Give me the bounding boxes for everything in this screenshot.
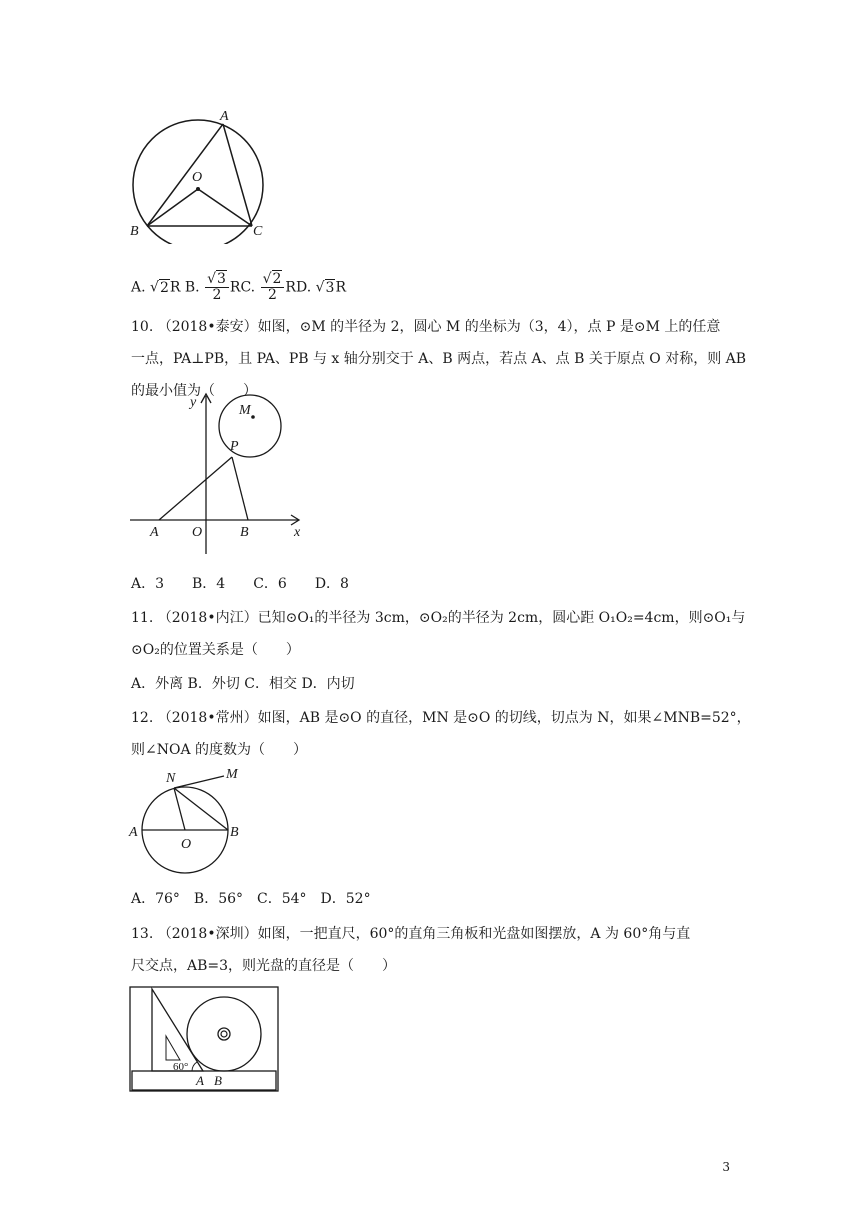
q13-stem-line-1: 13. （2018•深圳）如图，一把直尺，60°的直角三角板和光盘如图摆放，A 为 60°角与直 bbox=[131, 926, 691, 942]
q12-label-o: O bbox=[181, 837, 192, 852]
q9-option-a-label: A. bbox=[131, 279, 146, 296]
q13-figure bbox=[126, 984, 282, 1096]
q9-side-ab bbox=[147, 124, 223, 226]
q9-option-d-radicand: 3 bbox=[325, 279, 335, 296]
q13-label-angle: 60° bbox=[173, 1061, 189, 1073]
q10-label-o: O bbox=[192, 525, 203, 540]
q9-option-c-denominator: 2 bbox=[268, 287, 277, 303]
q9-radius-ob bbox=[147, 189, 198, 226]
q12-stem-line-2: 则∠NOA 的度数为（ ） bbox=[131, 742, 308, 758]
q9-option-c-fraction bbox=[261, 272, 285, 303]
q12-radius-on bbox=[174, 788, 185, 830]
q10-stem-line-1: 10. （2018•泰安）如图，⊙M 的半径为 2，圆心 M 的坐标为（3，4），点 P 是⊙M 上的任意 bbox=[131, 319, 721, 335]
q9-option-c-numerator: 2 bbox=[272, 271, 282, 287]
sqrt-icon: √ bbox=[315, 279, 325, 296]
q13-label-a: A bbox=[196, 1073, 204, 1088]
q9-radius-oc bbox=[198, 189, 252, 226]
q9-option-d-label: D. bbox=[295, 279, 312, 296]
q9-options bbox=[131, 272, 346, 303]
q12-label-a: A bbox=[129, 825, 138, 840]
q13-angle-arc bbox=[192, 1062, 197, 1071]
q9-option-d-unit: R bbox=[335, 279, 346, 296]
q10-label-a: A bbox=[150, 525, 159, 540]
q12-figure bbox=[126, 736, 256, 876]
sqrt-icon: √ bbox=[150, 279, 159, 296]
q13-label-b: B bbox=[214, 1073, 222, 1088]
q13-ruler bbox=[132, 1071, 276, 1090]
q9-option-b-unit: R bbox=[229, 279, 241, 296]
q12-label-n: N bbox=[166, 771, 176, 786]
q11-stem-line-2: ⊙O₂的位置关系是（ ） bbox=[131, 642, 300, 658]
q10-segment-pb bbox=[232, 457, 248, 520]
q10-label-p: P bbox=[230, 439, 239, 454]
q9-label-o: O bbox=[192, 170, 203, 185]
q9-center-dot bbox=[196, 187, 200, 191]
q9-option-b-label: B. bbox=[184, 279, 200, 296]
q9-option-b-numerator: 3 bbox=[216, 271, 226, 287]
q10-stem-line-3: 的最小值为（ ） bbox=[131, 383, 257, 399]
q9-option-a-unit: R bbox=[169, 279, 181, 296]
q12-stem-line-1: 12. （2018•常州）如图，AB 是⊙O 的直径，MN 是⊙O 的切线，切点为 N，如果∠MNB=52°， bbox=[131, 710, 751, 726]
q10-label-m: M bbox=[239, 403, 251, 418]
q10-center-dot bbox=[251, 415, 255, 419]
q10-stem-line-2: 一点，PA⊥PB，且 PA、PB 与 x 轴分别交于 A、B 两点，若点 A、点 B 关于原点 O 对称，则 AB bbox=[131, 351, 747, 367]
q10-label-x: x bbox=[294, 525, 301, 540]
q9-side-ac bbox=[223, 124, 252, 226]
q9-option-c-label: C. bbox=[240, 279, 256, 296]
q12-label-m: M bbox=[226, 767, 238, 782]
q13-disc bbox=[187, 997, 261, 1071]
q10-segment-pa bbox=[159, 457, 232, 520]
q9-label-c: C bbox=[253, 224, 263, 239]
q9-option-b-denominator: 2 bbox=[212, 287, 222, 303]
q12-chord-nb bbox=[174, 788, 228, 830]
q13-triangle bbox=[152, 989, 203, 1071]
q12-label-b: B bbox=[230, 825, 239, 840]
page-number: 3 bbox=[722, 1160, 730, 1174]
q9-option-b-fraction bbox=[205, 272, 229, 303]
q10-options: A．3 B．4 C．6 D．8 bbox=[131, 576, 349, 592]
q13-disc-hole-inner bbox=[221, 1031, 227, 1037]
q12-options: A．76° B．56° C．54° D．52° bbox=[131, 891, 371, 907]
sqrt-icon: √ bbox=[262, 271, 272, 287]
q12-tangent-mn bbox=[174, 776, 224, 788]
q9-option-a-radicand: 2 bbox=[159, 279, 169, 296]
q13-stem-line-2: 尺交点，AB=3，则光盘的直径是（ ） bbox=[131, 958, 397, 974]
sqrt-icon: √ bbox=[207, 271, 216, 287]
q13-disc-hole-outer bbox=[218, 1028, 230, 1040]
q13-triangle-inner bbox=[166, 1036, 180, 1060]
q9-label-a: A bbox=[220, 109, 229, 124]
q9-label-b: B bbox=[130, 224, 139, 239]
q10-figure bbox=[126, 384, 316, 556]
q10-label-y: y bbox=[190, 395, 197, 410]
q11-stem-line-1: 11. （2018•内江）已知⊙O₁的半径为 3cm，⊙O₂的半径为 2cm，圆心距 O₁O₂=4cm，则⊙O₁与 bbox=[131, 610, 746, 626]
q9-option-c-unit: R bbox=[285, 279, 296, 296]
q9-figure bbox=[126, 104, 276, 244]
q11-options: A．外离 B．外切 C．相交 D．内切 bbox=[131, 676, 355, 692]
q10-label-b: B bbox=[240, 525, 249, 540]
